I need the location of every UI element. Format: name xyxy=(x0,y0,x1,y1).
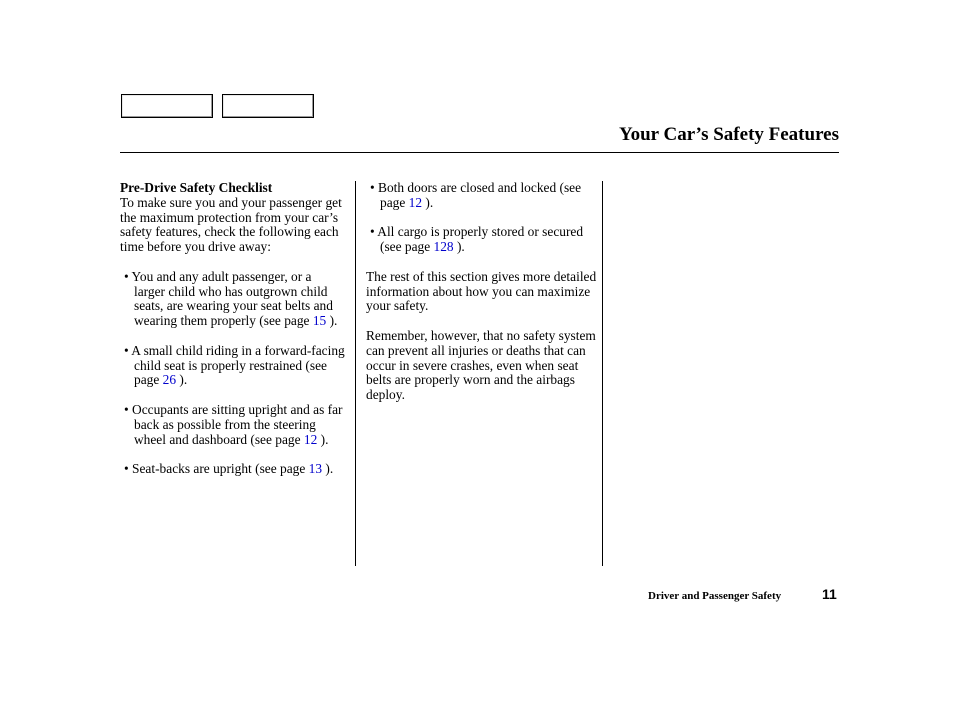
page-link[interactable]: 12 xyxy=(303,431,318,447)
page-link[interactable]: 26 xyxy=(162,372,177,388)
body-paragraph: The rest of this section gives more detailed information about how you can maximize your safety. xyxy=(366,268,597,314)
column-divider-2 xyxy=(602,181,603,566)
checklist-item: • Occupants are sitting upright and as far back as possible from the steering wheel and dashboard (see page 12 ). xyxy=(124,401,343,447)
column-divider-1 xyxy=(355,181,356,566)
checklist-item: • A small child riding in a forward-facing child seat is properly restrained (see page 26 ). xyxy=(124,342,345,388)
header-rule xyxy=(120,152,839,153)
page-link[interactable]: 15 xyxy=(312,313,327,329)
nav-button-previous[interactable] xyxy=(121,94,213,118)
page-link[interactable]: 12 xyxy=(408,194,423,210)
column-left xyxy=(120,181,345,477)
checklist-item: • Both doors are closed and locked (see page 12 ). xyxy=(370,180,582,210)
checklist-item: • Seat-backs are upright (see page 13 ). xyxy=(124,461,334,477)
intro-paragraph: To make sure you and your passenger get the maximum protection from your car’s safety features, check the following each time before you drive away: xyxy=(120,194,342,255)
page-link[interactable]: 13 xyxy=(308,461,323,477)
body-paragraph: Remember, however, that no safety system can prevent all injuries or deaths that can occur in severe crashes, even when seat belts are properly worn and the airbags deploy. xyxy=(366,327,596,403)
section-heading: Pre-Drive Safety Checklist xyxy=(120,180,273,195)
page-title: Your Car’s Safety Features xyxy=(618,124,839,145)
page-number: 11 xyxy=(822,586,837,602)
footer-section-label: Driver and Passenger Safety xyxy=(648,590,782,602)
checklist-item: • You and any adult passenger, or a larger child who has outgrown child seats, are wearing your seat belts and wearing them properly (see page 15 ). xyxy=(124,268,338,329)
checklist-item: • All cargo is properly stored or secured (see page 128 ). xyxy=(370,224,584,255)
nav-button-next[interactable] xyxy=(222,94,314,118)
column-right xyxy=(366,181,600,403)
page-link[interactable]: 128 xyxy=(433,239,454,255)
